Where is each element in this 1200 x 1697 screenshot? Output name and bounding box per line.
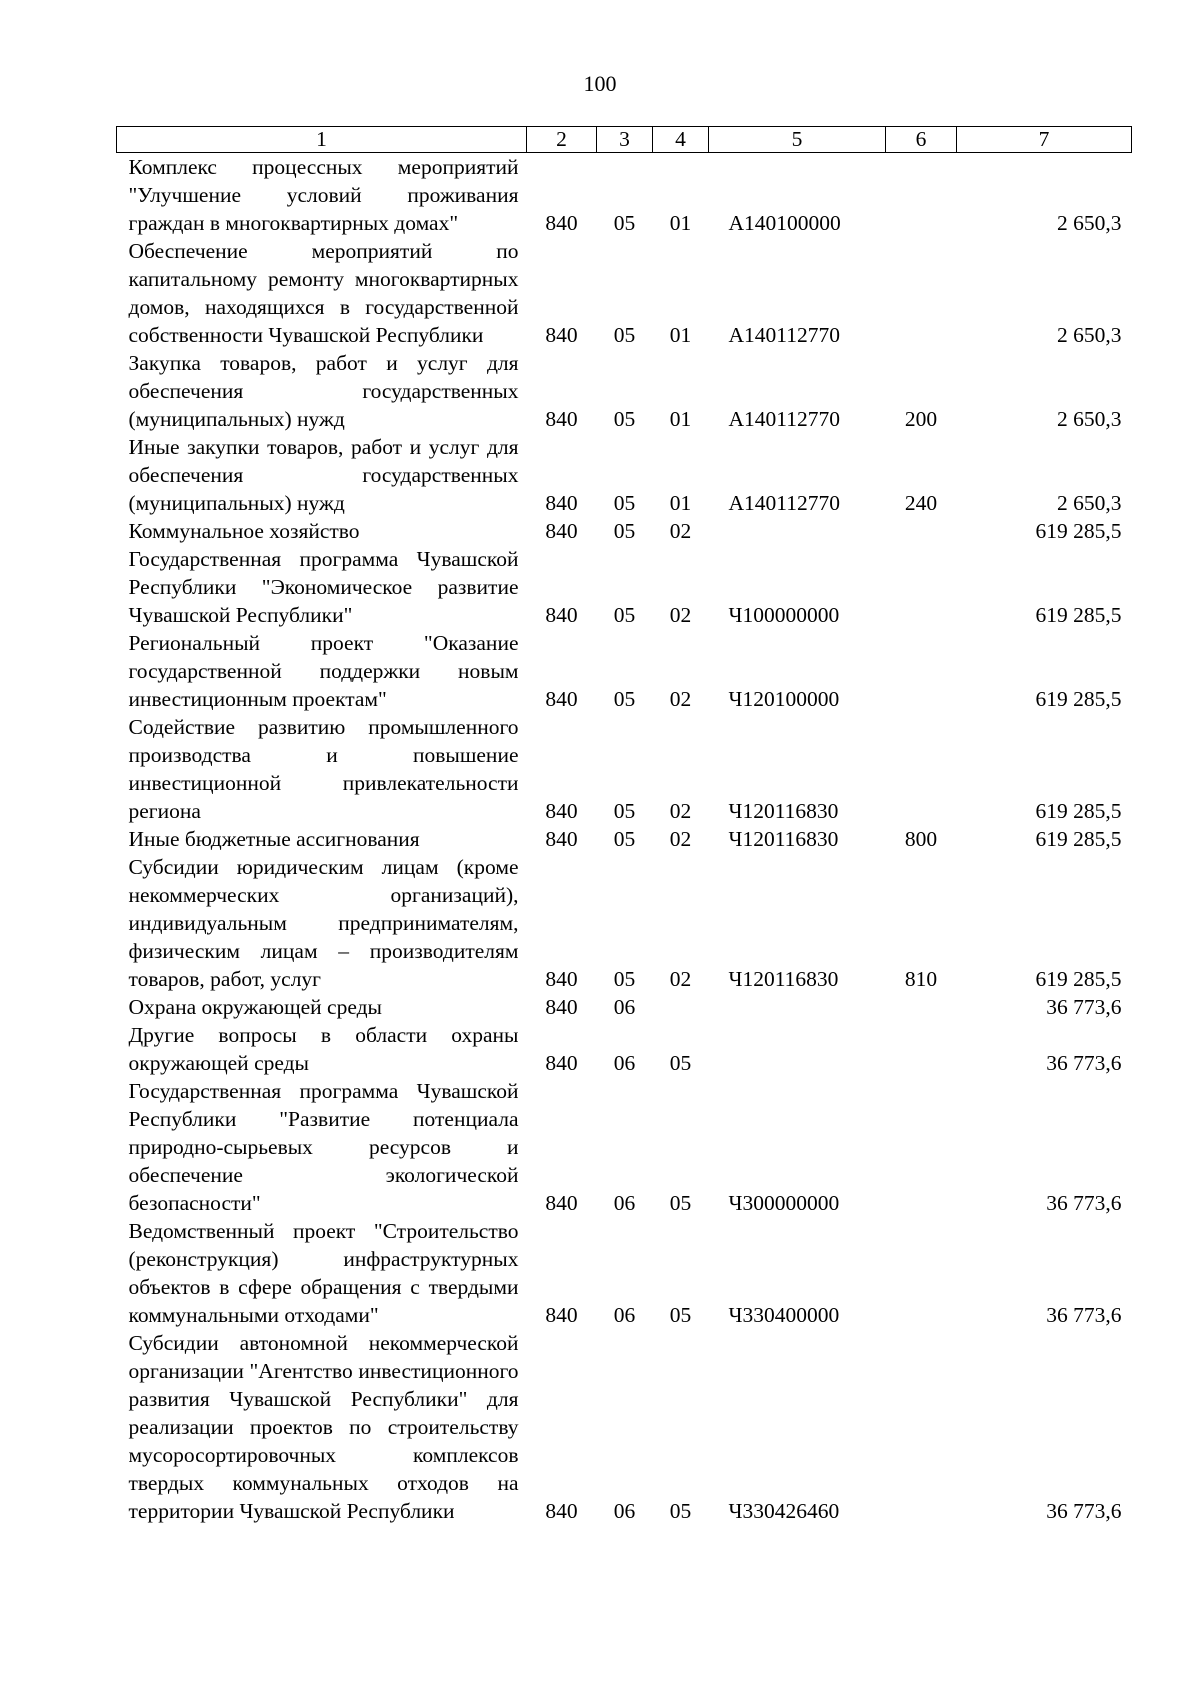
table-row	[117, 825, 1132, 853]
ministry-code-cell: 840	[545, 323, 578, 347]
budget-table	[116, 126, 1132, 1525]
target-article-cell: А140112770	[728, 323, 840, 347]
section-code-cell: 06	[613, 995, 636, 1019]
header-row	[117, 127, 1132, 153]
item-name-cell: Коммунальное хозяйство	[128, 519, 360, 543]
ministry-code-cell: 840	[545, 687, 578, 711]
header-cell: 7	[957, 127, 1132, 153]
subsection-code-cell: 05	[669, 1051, 692, 1075]
amount-cell: 2 650,3	[1057, 407, 1122, 431]
target-article-cell: Ч330426460	[728, 1499, 840, 1523]
expense-type-cell	[886, 153, 957, 238]
item-name-cell: Региональный проект "Оказание государственной поддержки новым инвестиционным проектам"	[128, 631, 519, 711]
subsection-code-cell: 02	[669, 519, 692, 543]
ministry-code-cell: 840	[545, 519, 578, 543]
expense-type-cell	[886, 545, 957, 629]
section-code-cell: 05	[613, 211, 636, 235]
subsection-code-cell: 01	[669, 211, 692, 235]
expense-type-cell	[886, 993, 957, 1021]
table-row	[117, 349, 1132, 433]
ministry-code-cell: 840	[545, 1303, 578, 1327]
amount-cell: 36 773,6	[1046, 1499, 1122, 1523]
expense-type-cell	[886, 237, 957, 349]
ministry-code-cell: 840	[545, 967, 578, 991]
table-row	[117, 993, 1132, 1021]
target-article-cell: Ч120116830	[728, 799, 839, 823]
target-article-cell	[709, 1021, 886, 1077]
header-cell: 6	[886, 127, 957, 153]
section-code-cell: 06	[613, 1303, 636, 1327]
ministry-code-cell: 840	[545, 827, 578, 851]
subsection-code-cell: 02	[669, 827, 692, 851]
header-cell: 2	[527, 127, 597, 153]
table-row	[117, 629, 1132, 713]
header-cell: 1	[117, 127, 527, 153]
header-cell: 4	[653, 127, 709, 153]
item-name-cell: Охрана окружающей среды	[128, 995, 382, 1019]
section-code-cell: 05	[613, 491, 636, 515]
expense-type-cell	[886, 1077, 957, 1217]
section-code-cell: 05	[613, 799, 636, 823]
expense-type-cell	[886, 1329, 957, 1525]
section-code-cell: 05	[613, 323, 636, 347]
table-row	[117, 1329, 1132, 1525]
table-row	[117, 153, 1132, 238]
section-code-cell: 05	[613, 407, 636, 431]
amount-cell: 36 773,6	[1046, 1191, 1122, 1215]
expense-type-cell	[886, 517, 957, 545]
subsection-code-cell: 02	[669, 967, 692, 991]
expense-type-cell: 200	[904, 407, 938, 431]
item-name-cell: Иные закупки товаров, работ и услуг для обеспечения государственных (муниципальных) нужд	[128, 435, 519, 515]
table-row	[117, 433, 1132, 517]
section-code-cell: 05	[613, 519, 636, 543]
amount-cell: 619 285,5	[1035, 519, 1122, 543]
amount-cell: 619 285,5	[1035, 967, 1122, 991]
target-article-cell: Ч120116830	[728, 827, 839, 851]
section-code-cell: 05	[613, 967, 636, 991]
subsection-code-cell: 02	[669, 603, 692, 627]
section-code-cell: 05	[613, 827, 636, 851]
ministry-code-cell: 840	[545, 407, 578, 431]
ministry-code-cell: 840	[545, 1499, 578, 1523]
table-row	[117, 1217, 1132, 1329]
amount-cell: 619 285,5	[1035, 827, 1122, 851]
subsection-code-cell: 01	[669, 491, 692, 515]
item-name-cell: Ведомственный проект "Строительство (реконструкция) инфраструктурных объектов в сфере обращения с твердыми коммунальными отходами"	[128, 1219, 519, 1327]
table-row	[117, 713, 1132, 825]
amount-cell: 36 773,6	[1046, 995, 1122, 1019]
table-row	[117, 237, 1132, 349]
subsection-code-cell: 05	[669, 1303, 692, 1327]
expense-type-cell	[886, 1217, 957, 1329]
subsection-code-cell: 05	[669, 1499, 692, 1523]
subsection-code-cell: 02	[669, 687, 692, 711]
expense-type-cell	[886, 629, 957, 713]
amount-cell: 36 773,6	[1046, 1051, 1122, 1075]
target-article-cell: А140100000	[728, 211, 841, 235]
target-article-cell: Ч120116830	[728, 967, 839, 991]
target-article-cell: Ч330400000	[728, 1303, 840, 1327]
target-article-cell	[709, 517, 886, 545]
expense-type-cell	[886, 713, 957, 825]
ministry-code-cell: 840	[545, 995, 578, 1019]
amount-cell: 36 773,6	[1046, 1303, 1122, 1327]
item-name-cell: Государственная программа Чувашской Республики "Развитие потенциала природно-сырьевых ресурсов и обеспечение экологической безопасности"	[128, 1079, 519, 1215]
ministry-code-cell: 840	[545, 1051, 578, 1075]
page-number: 100	[583, 71, 617, 96]
item-name-cell: Содействие развитию промышленного производства и повышение инвестиционной привлекательности региона	[128, 715, 519, 823]
target-article-cell: Ч300000000	[728, 1191, 840, 1215]
ministry-code-cell: 840	[545, 211, 578, 235]
item-name-cell: Государственная программа Чувашской Республики "Экономическое развитие Чувашской Республики"	[128, 547, 519, 627]
ministry-code-cell: 840	[545, 1191, 578, 1215]
section-code-cell: 06	[613, 1499, 636, 1523]
subsection-code-cell	[653, 993, 709, 1021]
subsection-code-cell: 05	[669, 1191, 692, 1215]
subsection-code-cell: 01	[669, 323, 692, 347]
header-cell: 5	[709, 127, 886, 153]
ministry-code-cell: 840	[545, 799, 578, 823]
table-row	[117, 1021, 1132, 1077]
subsection-code-cell: 02	[669, 799, 692, 823]
table-row	[117, 517, 1132, 545]
expense-type-cell: 810	[904, 967, 938, 991]
item-name-cell: Иные бюджетные ассигнования	[128, 827, 420, 851]
item-name-cell: Обеспечение мероприятий по капитальному ремонту многоквартирных домов, находящихся в государственной собственности Чувашской Республики	[128, 239, 519, 347]
target-article-cell: А140112770	[728, 407, 840, 431]
section-code-cell: 06	[613, 1191, 636, 1215]
expense-type-cell: 800	[904, 827, 938, 851]
ministry-code-cell: 840	[545, 491, 578, 515]
expense-type-cell: 240	[904, 491, 938, 515]
target-article-cell: А140112770	[728, 491, 840, 515]
amount-cell: 619 285,5	[1035, 687, 1122, 711]
section-code-cell: 06	[613, 1051, 636, 1075]
table-header	[117, 127, 1132, 153]
item-name-cell: Субсидии юридическим лицам (кроме некоммерческих организаций), индивидуальным предпринимателям, физическим лицам – производителям товаров, работ, услуг	[128, 855, 519, 991]
amount-cell: 2 650,3	[1057, 323, 1122, 347]
amount-cell: 619 285,5	[1035, 799, 1122, 823]
subsection-code-cell: 01	[669, 407, 692, 431]
header-cell: 3	[597, 127, 653, 153]
amount-cell: 619 285,5	[1035, 603, 1122, 627]
amount-cell: 2 650,3	[1057, 211, 1122, 235]
section-code-cell: 05	[613, 687, 636, 711]
ministry-code-cell: 840	[545, 603, 578, 627]
table-row	[117, 1077, 1132, 1217]
table-row	[117, 545, 1132, 629]
item-name-cell: Комплекс процессных мероприятий "Улучшение условий проживания граждан в многоквартирных домах"	[128, 155, 519, 235]
target-article-cell: Ч100000000	[728, 603, 840, 627]
target-article-cell	[709, 993, 886, 1021]
item-name-cell: Закупка товаров, работ и услуг для обеспечения государственных (муниципальных) нужд	[128, 351, 519, 431]
item-name-cell: Другие вопросы в области охраны окружающей среды	[128, 1023, 519, 1075]
table-body	[117, 153, 1132, 1526]
target-article-cell: Ч120100000	[728, 687, 840, 711]
item-name-cell: Субсидии автономной некоммерческой организации "Агентство инвестиционного развития Чувашской Республики" для реализации проектов по строительству мусоросортировочных комплексов твердых коммунальных отходов на территории Чувашской Республики	[128, 1331, 519, 1523]
amount-cell: 2 650,3	[1057, 491, 1122, 515]
table-row	[117, 853, 1132, 993]
section-code-cell: 05	[613, 603, 636, 627]
expense-type-cell	[886, 1021, 957, 1077]
